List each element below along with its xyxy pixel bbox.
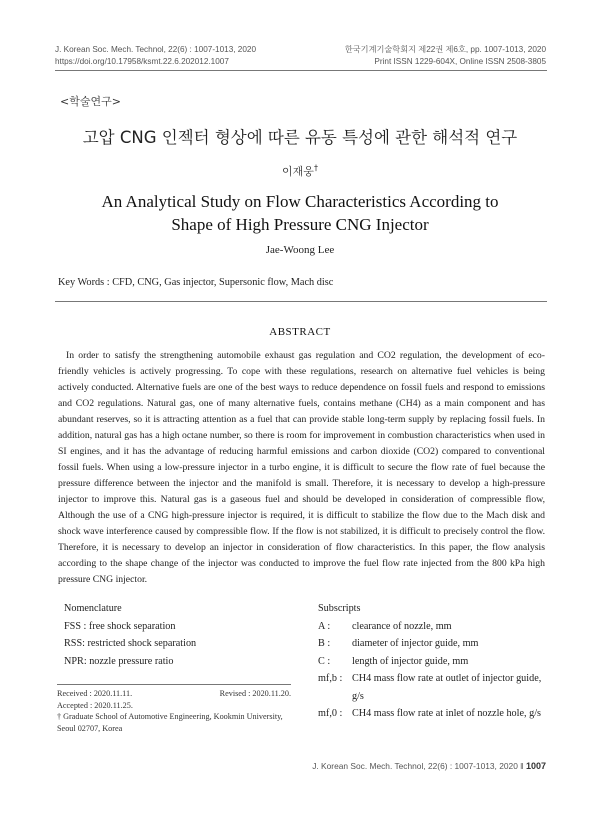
issn-info: Print ISSN 1229-604X, Online ISSN 2508-3805 (374, 57, 546, 66)
subscript-symbol: mf,0 : (318, 708, 343, 719)
title-english (0, 190, 600, 236)
page-footer (312, 761, 546, 771)
keywords (58, 277, 333, 288)
article-history (57, 688, 291, 734)
author-korean-name: 이재웅 (282, 165, 314, 178)
keywords-divider (55, 301, 547, 302)
subscript-description: clearance of nozzle, mm (352, 620, 452, 632)
subscript-item (318, 618, 548, 636)
subscript-item (318, 653, 548, 671)
author-affiliation: † Graduate School of Automotive Engineering, Kookmin University, Seoul 02707, Korea (57, 712, 283, 733)
footer-citation: J. Korean Soc. Mech. Technol, 22(6) : 1007-1013, 2020 ‖ (312, 761, 524, 771)
doi-link[interactable]: https://doi.org/10.17958/ksmt.22.6.202012.1007 (55, 57, 229, 66)
abstract-body: In order to satisfy the strengthening automobile exhaust gas regulation and CO2 regulation, the development of eco-friendly vehicles is actively progressing. To cope with these regulations, research on alternative fuel vehicles is being actively conducted. Alternative fuels are one of the best ways to reduce dependence on fossil fuels and respond to emissions and CO2 regulations. Natural gas, one of many alternative fuels, contains methane (CH4) as a main component and has abundant reserves, so it is attracting attention as a fuel that can provide stable long-term supply by replacing fossil fuels. In addition, natural gas has a high octane number, so there is room for improvement in combustion characteristics when used in SI engines, and it has the advantage of reducing harmful emissions and carbon dioxide (CO2) compared to conventional fossil fuels. When using a low-pressure injector in a turbo engine, it is difficult to secure the flow rate of fuel because the pressure difference between the injector and the manifold is small. Therefore, it is necessary to develop a high-pressure injector to improve this. Natural gas is a gaseous fuel and should be developed in consideration of compressible flow, Although the use of a CNG high-pressure injector is required, it is difficult to stabilize the flow due to the Mach disk and shock wave interference caused by compressible flow. If the flow is not stabilized, it is difficult to precisely control the flow. Therefore, it is necessary to develop an injector in consideration of flow characteristics. In this paper, the flow analysis according to the shape change of the injector was conducted to improve the fuel flow rate injected from the 800 kPa high pressure CNG injector. (58, 350, 545, 585)
keywords-label: Key Words : (58, 277, 110, 288)
subscript-description: length of injector guide, mm (352, 655, 469, 667)
nomenclature-item: RSS: restricted shock separation (64, 638, 197, 649)
nomenclature-item: FSS : free shock separation (64, 620, 176, 632)
page-number: 1007 (525, 761, 546, 771)
abstract-heading: ABSTRACT (269, 326, 331, 338)
title-english-line-1: An Analytical Study on Flow Characteristics According to (101, 192, 499, 211)
subscript-symbol: A : (318, 620, 331, 632)
subscript-item (318, 670, 548, 705)
journal-citation: J. Korean Soc. Mech. Technol, 22(6) : 1007-1013, 2020 (55, 45, 257, 54)
journal-citation-korean: 한국기계기술학회지 제22권 제6호, pp. 1007-1013, 2020 (344, 45, 546, 54)
nomenclature-item: NPR: nozzle pressure ratio (64, 655, 174, 667)
author-english: Jae-Woong Lee (265, 244, 335, 256)
nomenclature-heading: Nomenclature (64, 603, 122, 614)
revised-date: Revised : 2020.11.20. (219, 689, 291, 698)
author-korean (0, 163, 600, 179)
article-category: <학술연구> (60, 95, 121, 108)
subscript-symbol: C : (318, 655, 331, 667)
received-divider (57, 684, 291, 685)
subscript-description: CH4 mass flow rate at inlet of nozzle hole, g/s (352, 708, 541, 719)
received-date: Received : 2020.11.11. (57, 689, 133, 698)
received-revised-line (57, 688, 291, 700)
keywords-list: CFD, CNG, Gas injector, Supersonic flow, Mach disc (112, 277, 334, 288)
subscript-symbol: B : (318, 638, 331, 649)
nomenclature-section (64, 600, 294, 670)
subscripts-heading: Subscripts (318, 603, 361, 614)
subscript-item (318, 635, 548, 653)
title-korean: 고압 CNG 인젝터 형상에 따른 유동 특성에 관한 해석적 연구 (82, 128, 518, 147)
subscript-item (318, 705, 548, 723)
title-english-line-2: Shape of High Pressure CNG Injector (171, 215, 429, 234)
subscripts-section (318, 600, 548, 723)
accepted-date: Accepted : 2020.11.25. (57, 700, 133, 710)
subscript-description: diameter of injector guide, mm (352, 638, 479, 649)
subscript-symbol: mf,b : (318, 673, 343, 684)
header-divider (55, 70, 547, 71)
author-mark: † (313, 163, 318, 173)
subscript-description: CH4 mass flow rate at outlet of injector guide, g/s (352, 673, 542, 702)
